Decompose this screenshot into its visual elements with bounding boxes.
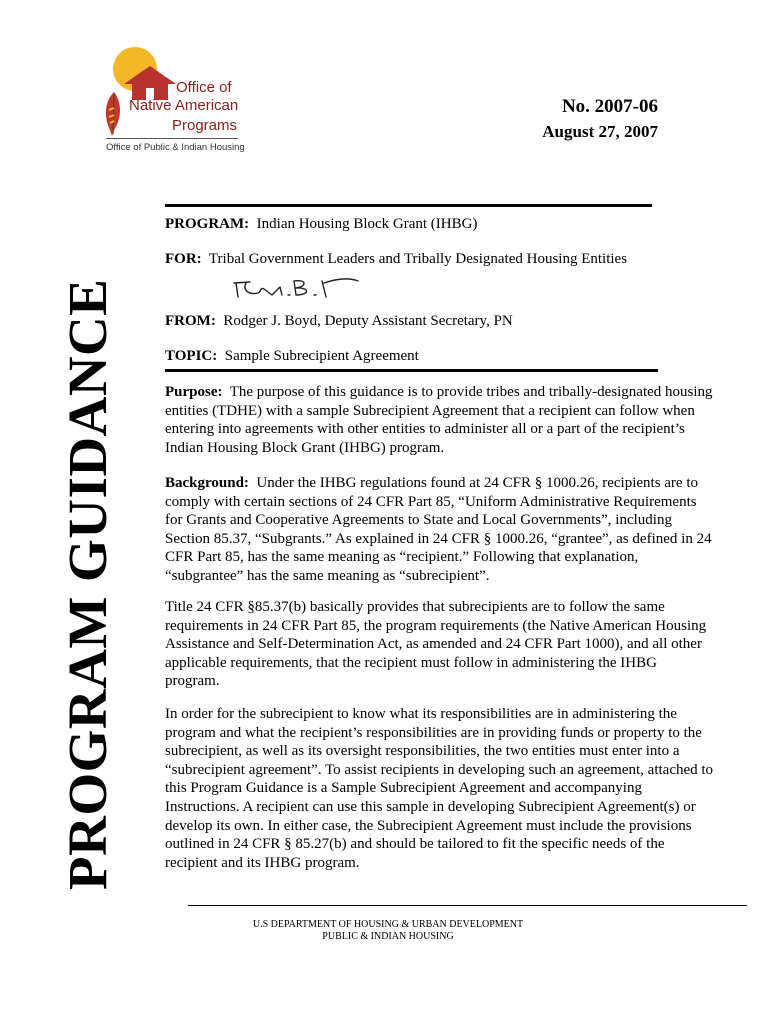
purpose-text: The purpose of this guidance is to provide tribes and tribally-designated housing entities (TDHE) with a sample Subrecipient Agreement that a recipient can follow when entering into agreements with other entities to administer all or a part of the recipient’s Indian Housing Block Grant (IHBG) program. [165, 384, 713, 456]
background-paragraph [165, 474, 715, 586]
program-label: PROGRAM: [165, 216, 250, 232]
title24-paragraph: Title 24 CFR §85.37(b) basically provides that subrecipients are to follow the same requirements in 24 CFR Part 85, the program requirements (the Native American Housing Assistance and Self-Determination Act, as amended and 24 CFR Part 1000), and all other applicable requirements, that the recipient must follow in administering the IHBG program. [165, 599, 707, 690]
from-field [165, 313, 513, 330]
logo-line-1: Office of [176, 79, 232, 96]
signature [232, 273, 362, 303]
topic-label: TOPIC: [165, 348, 218, 364]
logo-subline: Office of Public & Indian Housing [106, 142, 245, 153]
document-number: No. 2007-06 [561, 96, 658, 117]
background-label: Background: [165, 475, 249, 491]
topic-field [165, 348, 419, 365]
document-date: August 27, 2007 [542, 122, 658, 141]
logo-line-2: Native American [129, 97, 239, 114]
program-value: Indian Housing Block Grant (IHBG) [256, 216, 478, 232]
side-title: PROGRAM GUIDANCE [57, 278, 118, 890]
from-value: Rodger J. Boyd, Deputy Assistant Secretary, PN [223, 313, 513, 329]
footer-rule [188, 905, 747, 906]
subrecipient-paragraph: In order for the subrecipient to know what its responsibilities are in administering the program and what the recipient’s responsibilities are in providing funds or property to the subrecipient, as well as its oversight responsibilities, the two entities must enter into a “subrecipient agreement”. To assist recipients in developing such an agreement, attached to this Program Guidance is a Sample Subrecipient Agreement and accompanying Instructions. A recipient can use this sample in developing Subrecipient Agreement(s) or develop its own. In either case, the Subrecipient Agreement must include the provisions outlined in 24 CFR § 85.27(b) and should be tailored to fit the specific needs of the recipient and its IHBG program. [165, 706, 714, 871]
footer-line-1: U.S DEPARTMENT OF HOUSING & URBAN DEVELOPMENT [252, 919, 524, 930]
for-value: Tribal Government Leaders and Tribally Designated Housing Entities [208, 251, 628, 267]
top-rule [165, 204, 652, 207]
program-field [165, 216, 477, 233]
purpose-paragraph [165, 383, 715, 457]
feather-icon [100, 90, 128, 138]
house-icon [120, 62, 180, 102]
mid-rule [165, 369, 658, 372]
footer-line-2: PUBLIC & INDIAN HOUSING [322, 931, 454, 942]
logo-line-3: Programs [172, 117, 238, 134]
topic-value: Sample Subrecipient Agreement [224, 348, 419, 364]
background-text: Under the IHBG regulations found at 24 CFR § 1000.26, recipients are to comply with certain sections of 24 CFR Part 85, “Uniform Administrative Requirements for Grants and Cooperative Agreements to State and Local Governments”, including Section 85.37, “Subgrants.” As explained in 24 CFR § 1000.26, “grantee”, as defined in 24 CFR Part 85, has the same meaning as “recipient.” Following that explanation, “subgrantee” has the same meaning as “subrecipient”. [165, 475, 712, 584]
purpose-label: Purpose: [165, 384, 223, 400]
for-field [165, 251, 627, 268]
from-label: FROM: [165, 313, 216, 329]
for-label: FOR: [165, 251, 202, 267]
logo-divider [106, 138, 238, 139]
office-logo [100, 42, 245, 162]
